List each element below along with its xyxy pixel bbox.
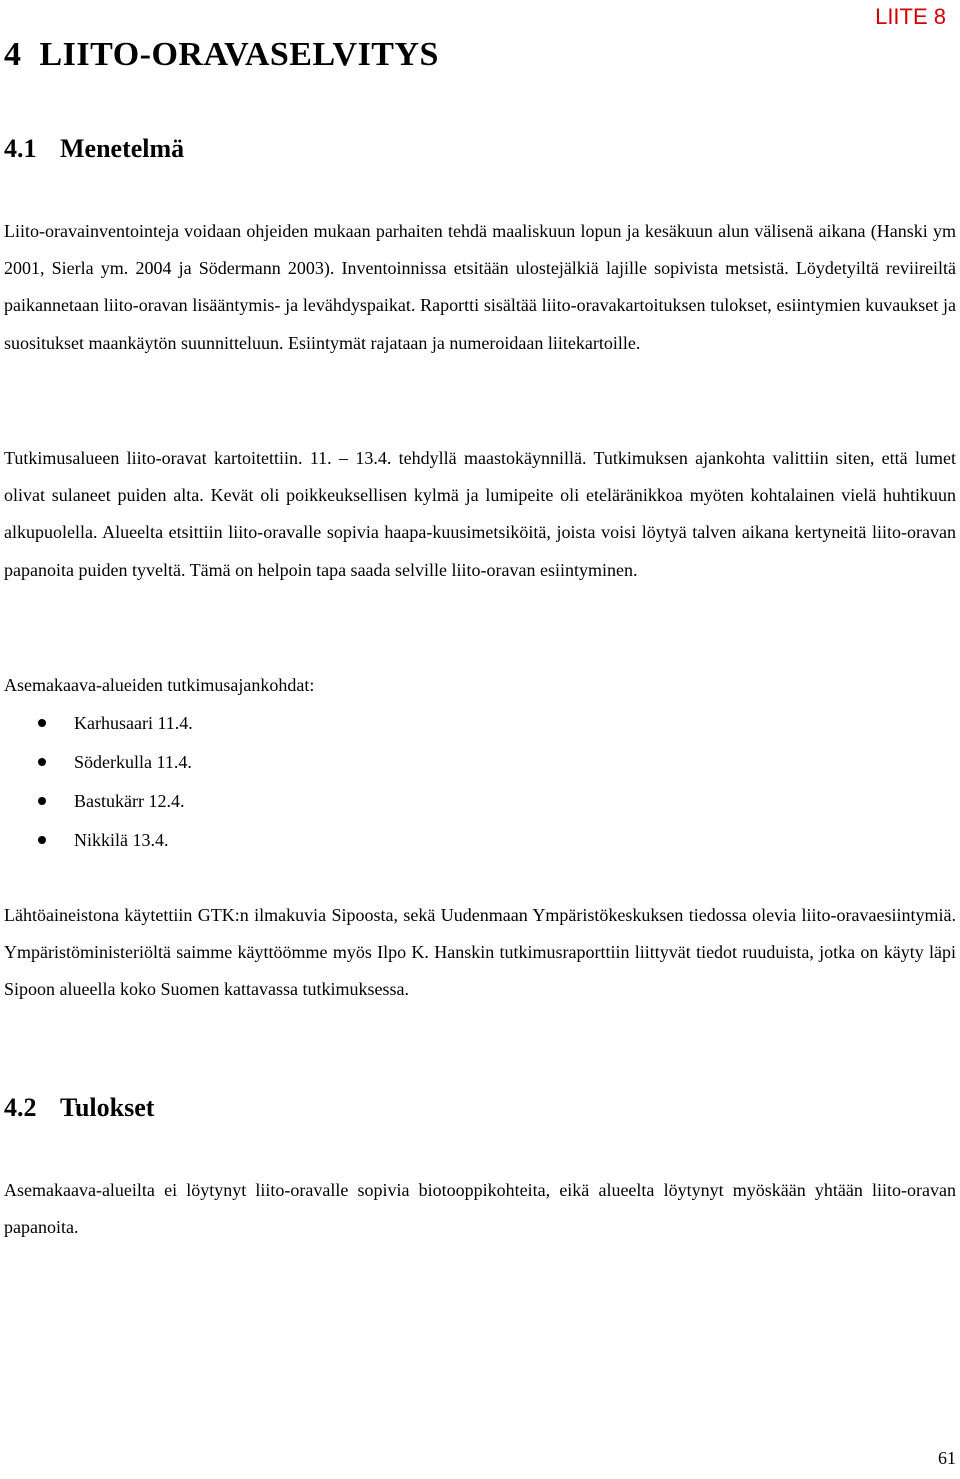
list-item: Karhusaari 11.4. <box>0 704 193 743</box>
section-title: Menetelmä <box>60 134 185 163</box>
dates-heading: Asemakaava-alueiden tutkimusajankohdat: <box>4 675 315 695</box>
bullet-icon <box>38 719 46 727</box>
list-item: Söderkulla 11.4. <box>0 743 193 782</box>
section-heading-results <box>4 1092 154 1124</box>
section-number: 4.1 <box>4 134 37 163</box>
appendix-label: LIITE 8 <box>875 4 946 29</box>
bullet-icon <box>38 758 46 766</box>
results-paragraph-1: Asemakaava-alueilta ei löytynyt liito-oravalle sopivia biotooppikohteita, eikä alueelta löytynyt myöskään yhtään liito-oravan papanoita. <box>4 1180 956 1238</box>
page-number: 61 <box>938 1448 956 1468</box>
section-heading-methods <box>4 133 184 165</box>
chapter-title: 4 LIITO-ORAVASELVITYS <box>4 36 439 73</box>
methods-paragraph-3: Lähtöaineistona käytettiin GTK:n ilmakuvia Sipoosta, sekä Uudenmaan Ympäristökeskuksen tiedossa olevia liito-oravaesiintymiä. Ympäristöministeriöltä saimme käyttöömme myös Ilpo K. Hanskin tutkimusraporttiin liittyvät tiedot ruuduista, jotka on käyty läpi Sipoon alueella koko Suomen kattavassa tutkimuksessa. <box>4 905 956 1000</box>
list-item: Bastukärr 12.4. <box>0 782 193 821</box>
bullet-icon <box>38 836 46 844</box>
list-item: Nikkilä 13.4. <box>0 821 193 860</box>
methods-paragraph-2: Tutkimusalueen liito-oravat kartoitettiin. 11. – 13.4. tehdyllä maastokäynnillä. Tutkimuksen ajankohta valittiin siten, että lumet olivat sulaneet puiden alta. Kevät oli poikkeuksellisen kylmä ja lumipeite oli eteläränikkoa myöten kohtalainen vielä huhtikuun alkupuolella. Alueelta etsittiin liito-oravalle sopivia haapa-kuusimetsiköitä, joista voisi löytyä talven aikana kertyneitä liito-oravan papanoita puiden tyveltä. Tämä on helpoin tapa saada selville liito-oravan esiintyminen. <box>4 448 956 580</box>
dates-list <box>0 704 193 860</box>
bullet-icon <box>38 797 46 805</box>
section-number: 4.2 <box>4 1093 37 1122</box>
section-title: Tulokset <box>60 1093 155 1122</box>
methods-paragraph-1: Liito-oravainventointeja voidaan ohjeiden mukaan parhaiten tehdä maaliskuun lopun ja kesäkuun alun välisenä aikana (Hanski ym 2001, Sierla ym. 2004 ja Södermann 2003). Inventoinnissa etsitään ulostejälkiä lajille sopivista metsistä. Löydetyiltä reviireiltä paikannetaan liito-oravan lisääntymis- ja levähdyspaikat. Raportti sisältää liito-oravakartoituksen tulokset, esiintymien kuvaukset ja suositukset maankäytön suunnitteluun. Esiintymät rajataan ja numeroidaan liitekartoille. <box>4 221 956 353</box>
